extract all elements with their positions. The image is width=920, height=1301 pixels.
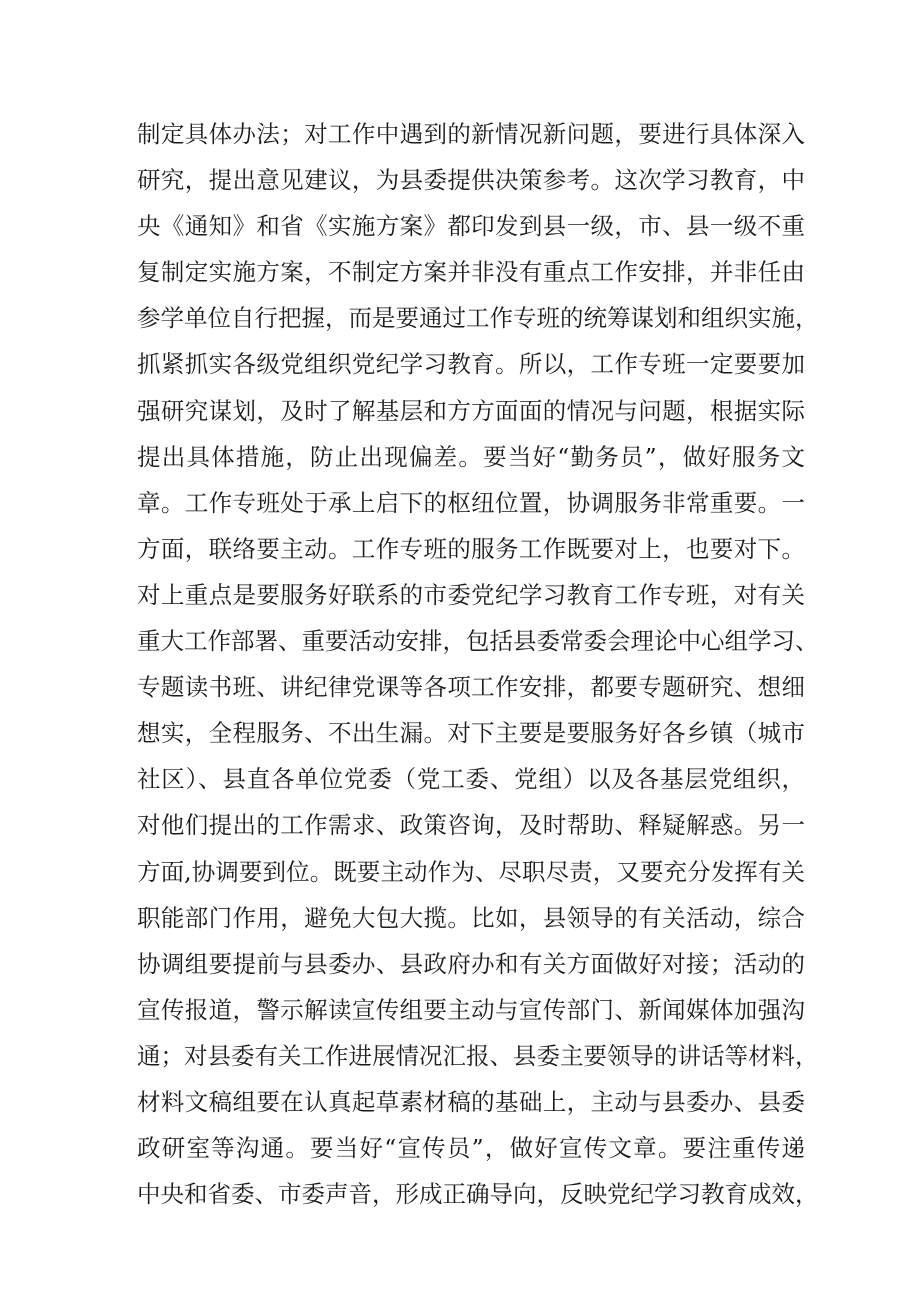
text-line-1: 制定具体办法；对工作中遇到的新情况新问题，要进行具体深入	[137, 120, 805, 148]
text-line-6: 抓紧抓实各级党组织党纪学习教育。所以，工作专班一定要要加	[137, 350, 805, 379]
text-line-24: 中央和省委、市委声音，形成正确导向，反映党纪学习教育成效，	[137, 1180, 819, 1209]
text-line-20: 宣传报道，警示解读宣传组要主动与宣传部门、新闻媒体加强沟	[137, 995, 805, 1024]
text-line-14: 想实，全程服务、不出生漏。对下主要是要服务好各乡镇（城市	[137, 719, 805, 748]
text-line-3: 央《通知》和省《实施方案》都印发到县一级，市、县一级不重	[137, 212, 805, 241]
body-paragraph	[137, 111, 819, 1217]
text-line-15: 社区）、县直各单位党委（党工委、党组）以及各基层党组织，	[137, 765, 805, 794]
text-line-11: 对上重点是要服务好联系的市委党纪学习教育工作专班，对有关	[137, 580, 805, 609]
text-line-22: 材料文稿组要在认真起草素材稿的基础上，主动与县委办、县委	[137, 1087, 805, 1116]
text-line-12: 重大工作部署、重要活动安排，包括县委常委会理论中心组学习、	[137, 627, 819, 656]
text-line-13: 专题读书班、讲纪律党课等各项工作安排，都要专题研究、想细	[137, 673, 805, 702]
text-line-7: 强研究谋划，及时了解基层和方方面面的情况与问题，根据实际	[137, 396, 805, 425]
text-line-5: 参学单位自行把握，而是要通过工作专班的统筹谋划和组织实施，	[137, 304, 819, 333]
text-line-19: 协调组要提前与县委办、县政府办和有关方面做好对接；活动的	[137, 949, 805, 978]
text-line-9: 章。工作专班处于承上启下的枢纽位置，协调服务非常重要。一	[137, 488, 805, 517]
text-line-8: 提出具体措施，防止出现偏差。要当好“勤务员”，做好服务文	[137, 442, 805, 471]
text-line-16: 对他们提出的工作需求、政策咨询，及时帮助、释疑解惑。另一	[137, 811, 805, 840]
text-line-2: 研究，提出意见建议，为县委提供决策参考。这次学习教育，中	[137, 166, 805, 195]
text-line-17: 方面,协调要到位。既要主动作为、尽职尽责，又要充分发挥有关	[137, 857, 805, 886]
text-line-10: 方面，联络要主动。工作专班的服务工作既要对上，也要对下。	[137, 534, 805, 563]
text-line-23: 政研室等沟通。要当好“宣传员”，做好宣传文章。要注重传递	[137, 1134, 805, 1163]
text-line-18: 职能部门作用，避免大包大揽。比如，县领导的有关活动，综合	[137, 903, 805, 932]
text-line-21: 通；对县委有关工作进展情况汇报、县委主要领导的讲话等材料，	[137, 1041, 819, 1070]
text-line-4: 复制定实施方案，不制定方案并非没有重点工作安排，并非任由	[137, 258, 805, 287]
